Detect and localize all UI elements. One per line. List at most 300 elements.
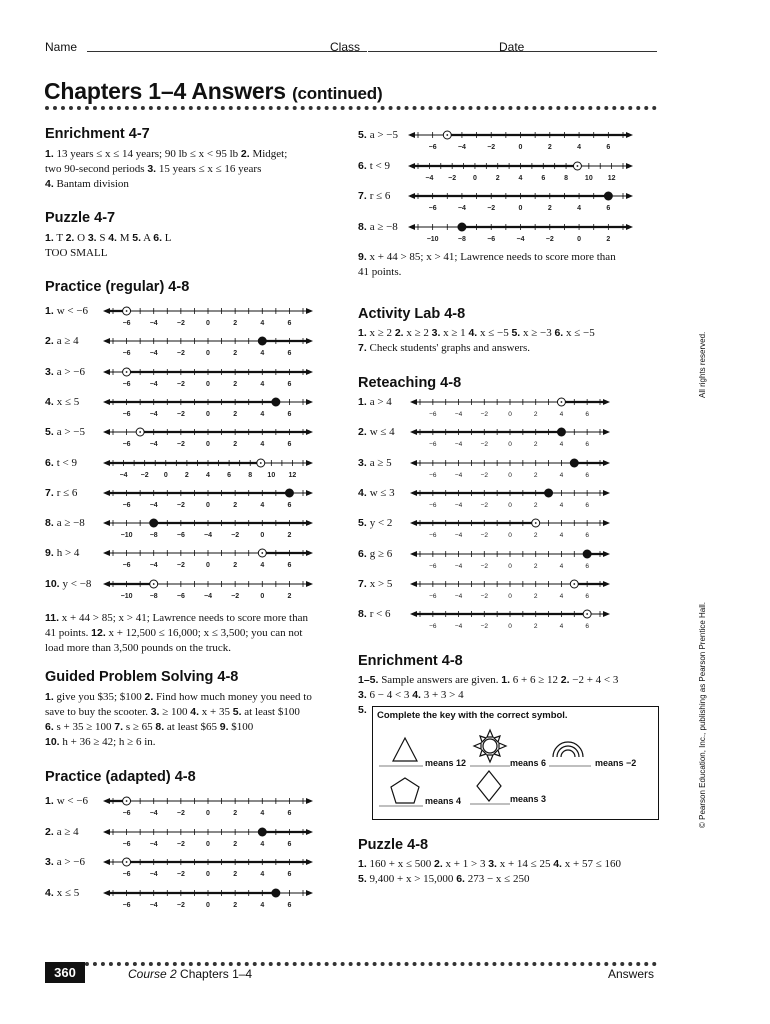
text-line [45,162,345,177]
tick-label: 0 [472,174,477,182]
inequality-label [45,795,88,807]
page-title [44,78,382,105]
tick-label: 6 [287,350,292,358]
endpoint-center [139,431,141,433]
answer-text: x + 35 [199,706,233,718]
rainbow-symbol [553,742,583,757]
practice-regular-4-8-lines [45,305,345,605]
item-number: 1. [358,396,370,408]
text-line [358,265,658,280]
answer-text: Find how much money you need to [153,691,312,703]
left-arrow [410,581,417,587]
answer-text: M [116,232,133,244]
tick-label: 0 [508,411,512,418]
right-arrow [603,429,610,435]
left-arrow [408,224,415,230]
left-arrow [410,399,417,405]
item-number: 8. [155,721,165,733]
puzzle-4-8-text [358,857,663,887]
tick-label: 2 [533,592,538,600]
answer-text: O [74,232,88,244]
tick-label: 2 [287,592,292,600]
tick-label: −2 [176,901,185,909]
inequality-text: w ≤ 3 [369,486,395,499]
tick-label: 4 [260,350,265,358]
inequality-text: a ≥ 4 [56,825,79,838]
right-arrow [306,490,313,496]
reteaching-4-8-heading: Reteaching 4-8 [358,375,462,391]
closed-endpoint [583,550,591,558]
item-number: 6. [554,327,564,339]
tick-label: −2 [487,205,496,212]
number-line [410,608,610,630]
enrichment-4-7-text [45,147,345,192]
enrichment-4-7-heading: Enrichment 4-7 [45,126,150,142]
number-line [103,856,313,878]
item-number: 3. [147,163,157,175]
text-line [358,872,663,887]
right-arrow [603,611,610,617]
tick-label: 6 [287,810,292,817]
number-line [103,335,313,357]
inequality-label [45,856,85,868]
item-number: 1. [45,305,57,317]
item-number: 1. [45,691,54,703]
inequality-label [358,548,392,560]
tick-label: −2 [480,623,488,631]
tick-label: −4 [149,901,158,909]
tick-label: −6 [122,441,131,449]
tick-label: 4 [518,174,523,182]
tick-label: 0 [206,350,210,358]
name-label: Name [45,40,78,54]
answer-text: x ≥ 2 [366,327,395,339]
closed-endpoint [150,519,158,527]
item-number: 9. [219,721,229,733]
right-arrow [306,399,313,405]
item-number: 8. [358,608,370,621]
practice-regular-4-8-continued-note [358,250,658,280]
tick-label: −6 [429,411,437,418]
answer-text: 41 points. [45,627,92,639]
tick-label: −10 [426,235,439,243]
item-number: 9. [358,251,367,263]
closed-endpoint [285,489,293,497]
left-arrow [103,520,110,526]
answer-text: 9,400 + x > 15,000 [366,873,457,885]
rights-reserved-note: All rights reserved. [698,331,707,398]
tick-label: 0 [206,380,210,388]
guided-problem-solving-4-8-text [45,690,350,750]
chapters-label: Chapters 1–4 [180,967,253,981]
tick-label: 6 [585,501,589,509]
tick-label: 4 [260,562,265,570]
inequality-text: x > 5 [369,577,393,590]
left-arrow [410,551,417,557]
key-meaning-triangle: means 12 [425,758,467,768]
answer-text: s ≥ 65 [123,721,156,733]
answer-text: at least $65 [164,721,220,733]
inequality-text: w < −6 [56,305,89,317]
item-number: 7. [358,342,367,354]
text-line [45,690,350,705]
answer-text: x + 1 > 3 [442,858,489,870]
tick-label: −2 [231,532,240,540]
tick-label: 0 [206,562,210,570]
text-line [358,673,658,688]
tick-label: 6 [287,380,292,388]
tick-label: −8 [149,532,158,540]
answer-text: ≥ 100 [159,706,191,718]
tick-label: 4 [260,410,265,418]
item-number: 6. [45,456,57,469]
tick-label: −4 [454,592,463,600]
left-arrow [103,550,110,556]
tick-label: 4 [260,810,265,817]
tick-label: 4 [559,501,564,509]
inequality-text: a > −5 [369,129,398,141]
tick-label: 6 [606,205,611,212]
answer-text: Midget; [249,148,288,160]
tick-label: −4 [457,205,466,212]
inequality-text: a ≥ 4 [56,335,79,348]
endpoint-center [261,552,263,554]
footer-answers: Answers [608,967,655,981]
tick-label: 6 [287,501,292,509]
key-meaning-rainbow: means −2 [595,758,637,768]
page-number: 360 [45,962,85,983]
tick-label: −6 [122,562,131,570]
answer-text: 3 + 3 > 4 [420,689,464,701]
answer-text: save to buy the scooter. [45,706,151,718]
answer-text: −2 + 4 < 3 [569,674,619,686]
number-line [410,517,610,539]
inequality-text: y < 2 [369,517,393,530]
tick-label: −4 [457,144,466,151]
tick-label: −6 [122,380,131,388]
item-number: 1. [501,674,510,686]
right-arrow [603,490,610,496]
tick-label: 0 [206,840,210,848]
inequality-label [358,578,392,590]
item-number: 4. [45,886,57,899]
practice-adapted-4-8-heading: Practice (adapted) 4-8 [45,769,196,785]
tick-label: −2 [545,235,554,243]
inequality-text: w < −6 [56,795,89,807]
inequality-label [45,547,79,559]
item-number: 4. [412,689,421,701]
answer-text: h + 36 ≥ 42; h ≥ 6 in. [59,736,156,748]
tick-label: 2 [233,380,238,388]
endpoint-center [586,613,588,615]
item-number: 7. [114,721,124,733]
left-arrow [103,429,110,435]
tick-label: 0 [508,471,512,479]
inequality-label [358,426,395,438]
tick-label: 0 [206,901,210,909]
guided-problem-solving-4-8-heading: Guided Problem Solving 4-8 [45,669,239,685]
tick-label: 6 [585,532,589,540]
inequality-text: a ≥ 5 [369,456,392,469]
tick-label: 2 [233,901,238,909]
tick-label: −6 [429,592,437,600]
tick-label: −6 [487,235,496,243]
item-number: 9. [45,547,57,560]
answer-text: 41 points. [358,266,402,278]
item-number: 2. [45,335,57,348]
number-line [103,396,313,418]
item-number: 7. [358,577,370,590]
tick-label: 2 [606,235,611,243]
tick-label: −6 [122,871,131,878]
tick-label: 6 [287,840,292,848]
date-blank [534,51,657,52]
right-arrow [306,890,313,896]
inequality-text: a > −6 [56,365,85,378]
inequality-text: g ≥ 6 [369,547,393,560]
practice-regular-4-8-heading: Practice (regular) 4-8 [45,279,190,295]
diamond-symbol [477,771,501,801]
tick-label: −4 [149,350,158,358]
inequality-text: a > −5 [56,426,85,439]
tick-label: 4 [206,471,210,479]
tick-label: −2 [480,562,488,570]
endpoint-center [260,462,262,464]
tick-label: −4 [204,532,212,540]
item-number: 2. [144,691,154,703]
activity-lab-4-8-heading: Activity Lab 4-8 [358,306,466,322]
item-number: 4. [45,395,57,408]
right-arrow [306,460,313,466]
inequality-label [358,129,398,141]
endpoint-center [153,583,155,585]
answer-text: 273 − x ≤ 250 [464,873,530,885]
tick-label: −2 [480,501,488,509]
inequality-label [358,608,391,620]
item-number: 2. [45,825,57,838]
item-number: 3. [150,706,160,718]
item-number: 5. [358,704,367,716]
tick-label: 6 [287,871,292,878]
tick-label: 2 [233,501,238,509]
right-arrow [626,163,633,169]
tick-label: −2 [176,410,185,418]
tick-label: −6 [428,144,437,151]
text-line [358,341,658,356]
key-meaning-pentagon: means 4 [425,796,462,806]
number-line [103,547,313,569]
right-arrow [626,193,633,199]
class-label: Class [330,40,361,54]
closed-endpoint [458,223,466,231]
item-number: 3. [488,858,497,870]
tick-label: 6 [585,562,589,570]
item-number: 6. [456,873,465,885]
item-number: 5. [232,706,242,718]
tick-label: −2 [487,144,496,151]
tick-label: −6 [122,350,131,358]
item-number: 5. [358,129,370,141]
tick-label: 0 [206,501,210,509]
tick-label: −4 [516,235,525,243]
answer-text: Check students' graphs and answers. [366,342,531,354]
tick-label: −2 [176,562,185,570]
answer-text: x ≥ 1 [440,327,469,339]
tick-label: 2 [233,410,238,418]
answer-text: 15 years ≤ x ≤ 16 years [156,163,262,175]
inequality-label [45,366,85,378]
answer-text: x + 44 > 85; x > 41; Lawrence needs to score more than [366,251,616,263]
tick-label: 4 [260,871,265,878]
item-number: 2. [434,858,443,870]
tick-label: −4 [119,471,128,479]
tick-label: 2 [547,144,552,151]
activity-lab-4-8-text [358,326,658,356]
right-arrow [306,798,313,804]
inequality-label [45,578,91,590]
tick-label: −8 [149,592,158,600]
key-box-title: Complete the key with the correct symbol. [377,710,568,721]
text-line [358,688,658,703]
tick-label: −6 [122,501,131,509]
tick-label: 10 [584,174,593,182]
answer-text: 160 + x ≤ 500 [366,858,435,870]
item-number: 2. [394,327,404,339]
inequality-text: a > −6 [56,856,85,868]
inequality-label [358,221,398,233]
closed-endpoint [604,192,612,200]
name-blank [87,51,367,52]
tick-label: −6 [428,205,437,212]
text-line [45,246,345,261]
item-number: 6. [358,159,370,172]
tick-label: 6 [585,623,589,631]
number-line [103,487,313,509]
item-number: 2. [358,426,370,439]
tick-label: −6 [122,320,131,327]
tick-label: 2 [233,562,238,570]
tick-label: −4 [149,562,158,570]
endpoint-center [535,522,537,524]
tick-label: 0 [508,532,512,540]
inequality-text: y < −8 [62,577,92,590]
tick-label: −4 [149,441,158,449]
triangle-symbol [393,738,417,761]
tick-label: 8 [248,471,253,479]
symbol-key-box [372,706,659,820]
endpoint-center [561,401,563,403]
tick-label: 4 [559,411,564,418]
number-line [408,221,633,243]
answer-text: x + 14 ≤ 25 [496,858,554,870]
left-arrow [408,132,415,138]
tick-label: 4 [559,471,564,479]
right-arrow [603,520,610,526]
inequality-text: h > 4 [56,547,80,560]
tick-label: 0 [508,501,512,509]
inequality-label [45,305,88,317]
item-number: 10. [45,736,60,748]
left-arrow [103,859,110,865]
closed-endpoint [557,428,565,436]
item-number: 3. [45,856,57,868]
answer-text: x ≤ −5 [477,327,512,339]
number-line [410,426,610,448]
tick-label: 4 [260,901,265,909]
inequality-label [45,335,79,347]
item-number: 3. [431,327,441,339]
text-line [45,705,350,720]
text-line [45,735,350,750]
tick-label: 0 [260,532,265,540]
inequality-label [45,457,77,469]
tick-label: −2 [231,592,240,600]
tick-label: −4 [149,810,158,817]
left-arrow [103,338,110,344]
endpoint-center [126,371,128,373]
inequality-label [45,426,85,438]
closed-endpoint [545,489,553,497]
number-line [410,578,610,600]
tick-label: −10 [120,592,133,600]
item-number: 5. [132,232,142,244]
item-number: 2. [240,148,250,160]
text-line [358,326,658,341]
tick-label: 4 [260,441,265,449]
tick-label: −10 [120,532,133,540]
name-class-date-header [45,40,660,56]
title-sub: (continued) [292,84,383,103]
tick-label: 4 [559,623,564,631]
inequality-text: r < 6 [369,608,391,621]
tick-label: 6 [585,592,589,600]
endpoint-center [126,800,128,802]
number-line [408,190,633,212]
tick-label: 2 [533,623,538,631]
answer-text: x + 57 ≤ 160 [561,858,621,870]
inequality-label [45,396,79,408]
item-number: 3. [45,365,57,378]
enrichment-4-8-item-5 [358,704,367,716]
inequality-text: t < 9 [56,456,77,469]
number-line [410,487,610,509]
answer-text: A [141,232,154,244]
tick-label: −4 [149,410,158,418]
text-line [358,857,663,872]
tick-label: 2 [533,501,538,509]
number-line [103,457,313,479]
tick-label: 6 [287,901,292,909]
tick-label: 2 [233,840,238,848]
item-number: 7. [358,190,370,202]
tick-label: −2 [176,501,185,509]
tick-label: −2 [448,174,457,182]
key-meaning-diamond: means 3 [510,794,547,804]
tick-label: 4 [559,532,564,540]
publisher-copyright-note: © Pearson Education, Inc., publishing as Pearson Prentice Hall. [698,601,707,828]
tick-label: 6 [585,441,589,449]
answer-text: s + 35 ≥ 100 [53,721,115,733]
inequality-label [45,517,85,529]
item-number: 6. [153,232,163,244]
enrichment-4-8-heading: Enrichment 4-8 [358,653,463,669]
tick-label: 2 [233,441,238,449]
tick-label: 2 [533,532,538,540]
number-line [103,578,313,600]
text-line [45,720,350,735]
practice-regular-4-8-notes [45,611,350,656]
endpoint-center [577,165,579,167]
